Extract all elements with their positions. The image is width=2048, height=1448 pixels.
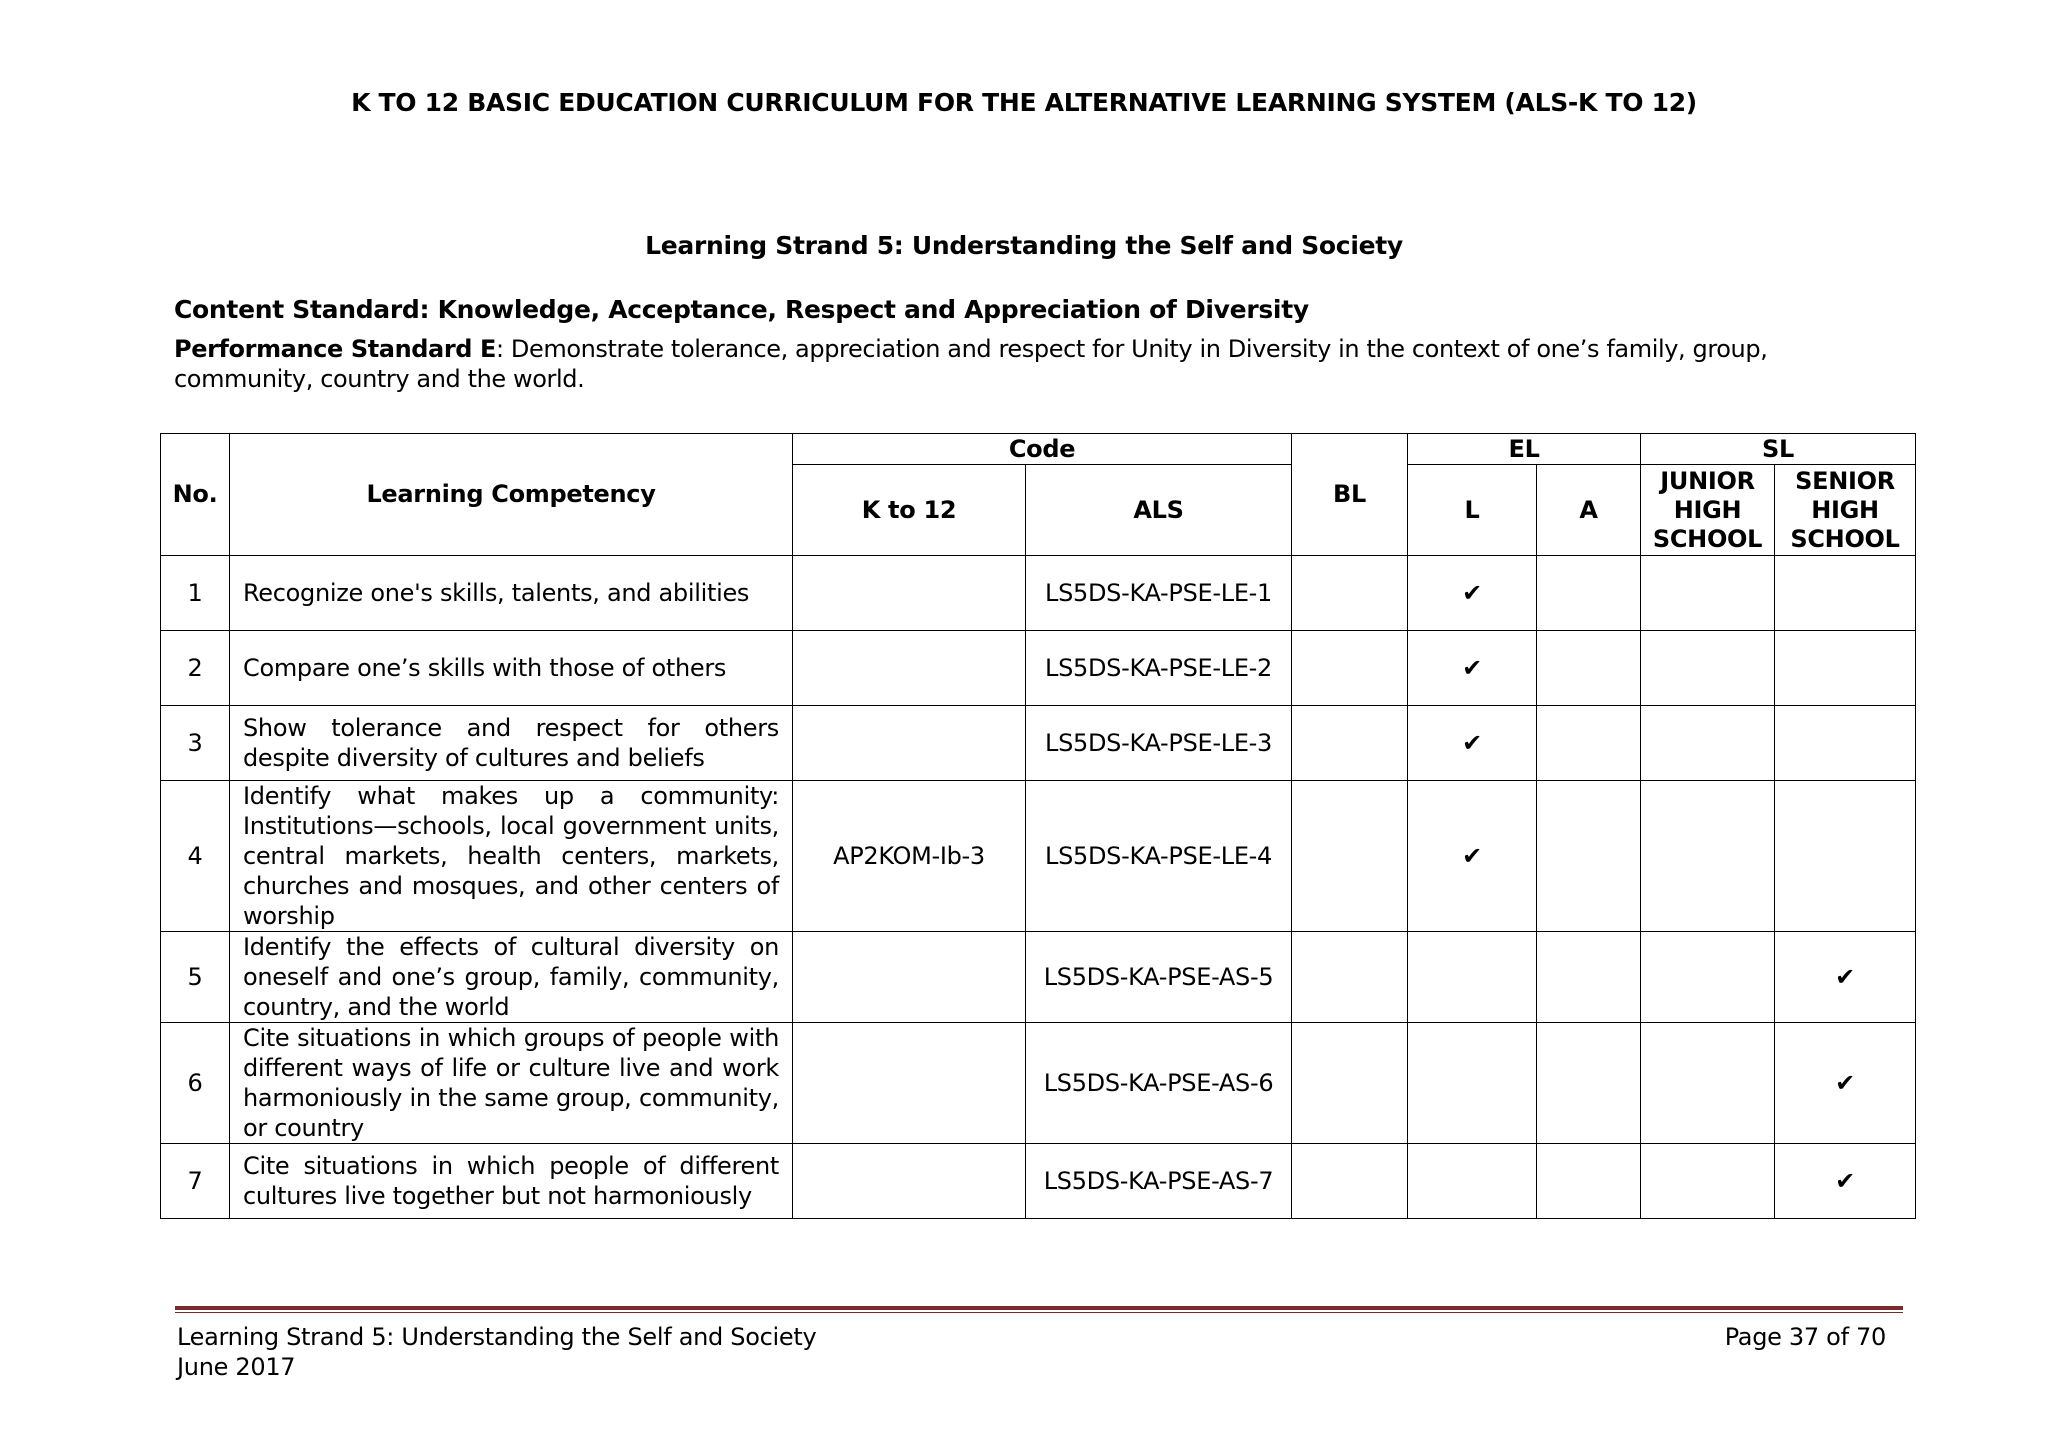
row-k12-code xyxy=(793,1144,1026,1219)
table-row xyxy=(161,556,1916,631)
header-bl: BL xyxy=(1292,434,1408,556)
row-als-code: LS5DS-KA-PSE-LE-1 xyxy=(1026,556,1292,631)
footer-date: June 2017 xyxy=(177,1353,296,1381)
row-l xyxy=(1408,932,1537,1023)
strand-title: Learning Strand 5: Understanding the Self and Society xyxy=(645,231,1403,260)
row-no: 3 xyxy=(161,706,230,781)
row-l xyxy=(1408,1023,1537,1144)
row-a xyxy=(1537,932,1641,1023)
header-sl: SL xyxy=(1641,434,1916,465)
row-shs xyxy=(1775,781,1916,932)
table-row xyxy=(161,1144,1916,1219)
header-shs: SENIOR HIGH SCHOOL xyxy=(1775,465,1916,556)
row-a xyxy=(1537,1144,1641,1219)
check-icon: ✔ xyxy=(1775,1144,1916,1219)
row-bl xyxy=(1292,556,1408,631)
check-icon: ✔ xyxy=(1408,781,1537,932)
header-jhs: JUNIOR HIGH SCHOOL xyxy=(1641,465,1775,556)
row-als-code: LS5DS-KA-PSE-LE-2 xyxy=(1026,631,1292,706)
document-title: K TO 12 BASIC EDUCATION CURRICULUM FOR THE ALTERNATIVE LEARNING SYSTEM (ALS-K TO 12) xyxy=(351,88,1697,117)
row-a xyxy=(1537,706,1641,781)
header-competency: Learning Competency xyxy=(230,434,793,556)
row-k12-code xyxy=(793,706,1026,781)
row-k12-code xyxy=(793,556,1026,631)
check-icon: ✔ xyxy=(1408,706,1537,781)
table-row xyxy=(161,706,1916,781)
row-no: 2 xyxy=(161,631,230,706)
check-icon: ✔ xyxy=(1775,1023,1916,1144)
table-row xyxy=(161,781,1916,932)
row-no: 7 xyxy=(161,1144,230,1219)
row-bl xyxy=(1292,1023,1408,1144)
row-a xyxy=(1537,781,1641,932)
row-competency: Recognize one's skills, talents, and abilities xyxy=(230,556,793,631)
row-no: 1 xyxy=(161,556,230,631)
row-shs xyxy=(1775,706,1916,781)
row-no: 4 xyxy=(161,781,230,932)
row-a xyxy=(1537,1023,1641,1144)
header-el: EL xyxy=(1408,434,1641,465)
row-no: 5 xyxy=(161,932,230,1023)
performance-standard xyxy=(174,334,1904,394)
header-no: No. xyxy=(161,434,230,556)
row-competency: Show tolerance and respect for others despite diversity of cultures and beliefs xyxy=(230,706,793,781)
table-row xyxy=(161,631,1916,706)
header-code: Code xyxy=(793,434,1292,465)
row-als-code: LS5DS-KA-PSE-AS-5 xyxy=(1026,932,1292,1023)
row-competency: Identify the effects of cultural diversity on oneself and one’s group, family, community, country, and the world xyxy=(230,932,793,1023)
row-jhs xyxy=(1641,932,1775,1023)
row-k12-code xyxy=(793,631,1026,706)
row-jhs xyxy=(1641,706,1775,781)
row-k12-code xyxy=(793,1023,1026,1144)
row-bl xyxy=(1292,932,1408,1023)
row-competency: Cite situations in which groups of people with different ways of life or culture live and work harmoniously in the same group, community, or country xyxy=(230,1023,793,1144)
row-no: 6 xyxy=(161,1023,230,1144)
row-jhs xyxy=(1641,1144,1775,1219)
row-a xyxy=(1537,556,1641,631)
row-a xyxy=(1537,631,1641,706)
table-row xyxy=(161,932,1916,1023)
header-als: ALS xyxy=(1026,465,1292,556)
row-bl xyxy=(1292,631,1408,706)
header-l: L xyxy=(1408,465,1537,556)
row-als-code: LS5DS-KA-PSE-LE-3 xyxy=(1026,706,1292,781)
row-jhs xyxy=(1641,1023,1775,1144)
row-als-code: LS5DS-KA-PSE-AS-7 xyxy=(1026,1144,1292,1219)
row-competency: Identify what makes up a community: Institutions—schools, local government units, central markets, health centers, markets, churches and mosques, and other centers of worship xyxy=(230,781,793,932)
check-icon: ✔ xyxy=(1408,631,1537,706)
row-l xyxy=(1408,1144,1537,1219)
check-icon: ✔ xyxy=(1408,556,1537,631)
row-als-code: LS5DS-KA-PSE-AS-6 xyxy=(1026,1023,1292,1144)
row-bl xyxy=(1292,781,1408,932)
row-jhs xyxy=(1641,781,1775,932)
header-k12: K to 12 xyxy=(793,465,1026,556)
row-k12-code xyxy=(793,932,1026,1023)
table-row xyxy=(161,1023,1916,1144)
row-bl xyxy=(1292,1144,1408,1219)
row-bl xyxy=(1292,706,1408,781)
content-standard: Content Standard: Knowledge, Acceptance, Respect and Appreciation of Diversity xyxy=(174,295,1309,324)
row-jhs xyxy=(1641,556,1775,631)
performance-standard-label: Performance Standard E xyxy=(174,335,496,363)
row-shs xyxy=(1775,556,1916,631)
performance-standard-text: : Demonstrate tolerance, appreciation and respect for Unity in Diversity in the context of one’s family, group, community, country and the world. xyxy=(174,335,1768,393)
check-icon: ✔ xyxy=(1775,932,1916,1023)
row-als-code: LS5DS-KA-PSE-LE-4 xyxy=(1026,781,1292,932)
row-k12-code: AP2KOM-Ib-3 xyxy=(793,781,1026,932)
row-competency: Compare one’s skills with those of others xyxy=(230,631,793,706)
page-number: Page 37 of 70 xyxy=(1724,1323,1886,1351)
row-shs xyxy=(1775,631,1916,706)
footer-rule xyxy=(175,1306,1903,1313)
footer-left xyxy=(177,1322,816,1382)
footer-strand: Learning Strand 5: Understanding the Self and Society xyxy=(177,1323,817,1351)
row-competency: Cite situations in which people of different cultures live together but not harmoniously xyxy=(230,1144,793,1219)
row-jhs xyxy=(1641,631,1775,706)
header-a: A xyxy=(1537,465,1641,556)
competency-table xyxy=(160,433,1916,1219)
